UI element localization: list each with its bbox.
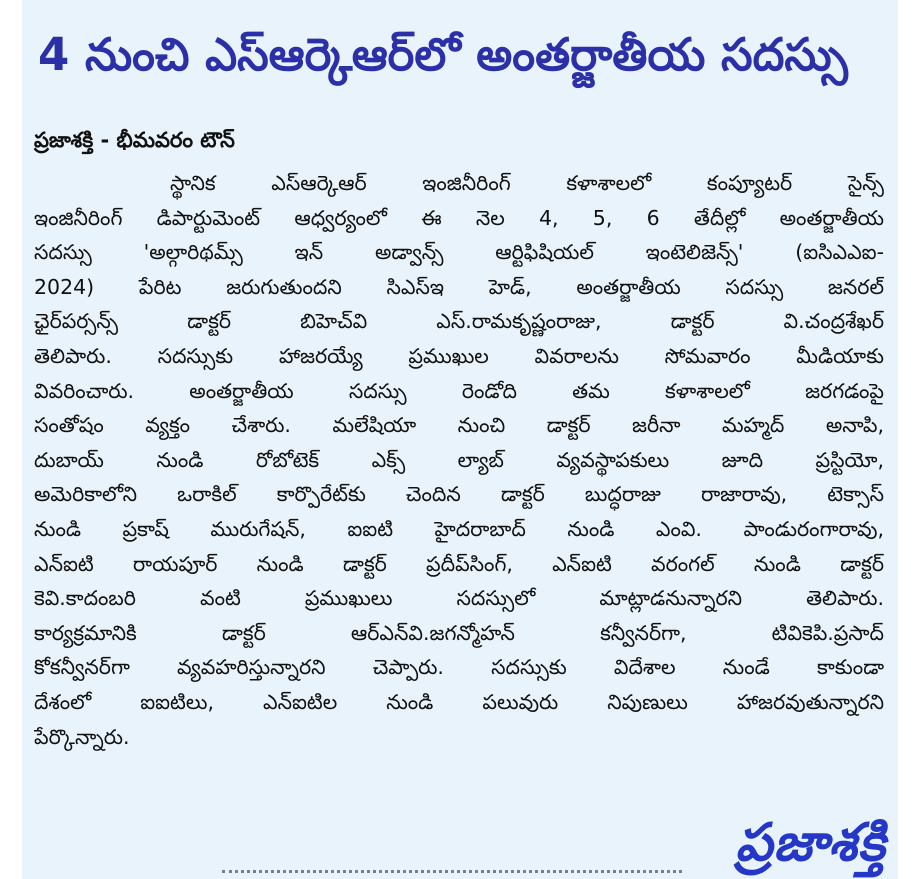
body-line: తెలిపారు. సదస్సుకు హాజరయ్యే ప్రముఖుల వివరాలను సోమవారం మీడియాకు <box>34 343 884 368</box>
body-line: ఛైర్‌పర్సన్స్ డాక్టర్ బిహెచ్‌వి ఎస్.రామకృష్ణంరాజు, డాక్టర్ వి.చంద్రశేఖర్ <box>34 309 884 334</box>
body-line: కోకన్వీనర్‌గా వ్యవహరిస్తున్నారని చెప్పారు. సదస్సుకు విదేశాల నుండే కాకుండా <box>34 655 884 680</box>
body-line: వివరించారు. అంతర్జాతీయ సదస్సు రెండోది తమ కళాశాలలో జరగడంపై <box>34 378 884 403</box>
body-line: కార్యక్రమానికి డాక్టర్ ఆర్ఎన్‌వి.జగన్మోహన్ కన్వీనర్‌గా, టివికెపి.ప్రసాద్ <box>34 620 884 645</box>
body-line: దేశంలో ఐఐటిలు, ఎన్ఐటిల నుండి పలువురు నిపుణులు హాజరవుతున్నారని <box>34 689 884 714</box>
cut-edge-top <box>62 0 762 8</box>
body-line: పేర్కొన్నారు. <box>34 724 130 749</box>
news-clipping <box>22 0 898 879</box>
body-line: కెవి.కాదంబరి వంటి ప్రముఖులు సదస్సులో మాట్లాడనున్నారని తెలిపారు. <box>34 586 884 611</box>
byline: ప్రజాశక్తి - భీమవరం టౌన్ <box>34 128 235 152</box>
newspaper-logo: ప్రజాశక్తి <box>735 813 886 873</box>
article-body <box>34 166 884 754</box>
body-line: దుబాయ్ నుండి రోబోటెక్ ఎక్స్ ల్యాబ్ వ్యవస్థాపకులు జూది ప్రస్టియో, <box>34 447 884 472</box>
body-line: సదస్సు 'అల్గారిథమ్స్ ఇన్ అడ్వాన్స్ ఆర్టిఫిషియల్ ఇంటెలిజెన్స్' (ఐసిఎఎఐ- <box>34 240 884 265</box>
body-line: స్థానిక ఎస్ఆర్కెఆర్ ఇంజినీరింగ్ కళాశాలలో కంప్యూటర్ సైన్స్ <box>170 171 884 195</box>
body-line: 2024) పేరిట జరుగుతుందని సిఎస్ఇ హెడ్, అంతర్జాతీయ సదస్సు జనరల్ <box>34 274 884 299</box>
body-line: ఎన్ఐటి రాయపూర్ నుండి డాక్టర్ ప్రదీప్‌సింగ్, ఎన్ఐటి వరంగల్ నుండి డాక్టర్ <box>34 551 884 576</box>
body-line: అమెరికాలోని ఒరాకిల్ కార్పొరేట్‌కు చెందిన డాక్టర్ బుద్ధరాజు రాజారావు, టెక్సాస్ <box>34 482 884 507</box>
cut-edge-bottom <box>222 870 682 879</box>
headline: 4 నుంచి ఎస్ఆర్కెఆర్‌లో అంతర్జాతీయ సదస్సు <box>38 28 848 81</box>
body-line: నుండి ప్రకాష్ మురుగేషన్, ఐఐటి హైదరాబాద్ నుండి ఎంవి. పాండురంగారావు, <box>34 516 884 541</box>
body-line: సంతోషం వ్యక్తం చేశారు. మలేషియా నుంచి డాక్టర్ జరీనా మహ్మద్ అనాపి, <box>34 413 884 438</box>
body-line: ఇంజినీరింగ్ డిపార్టుమెంట్ ఆధ్వర్యంలో ఈ నెల 4, 5, 6 తేదీల్లో అంతర్జాతీయ <box>34 205 884 230</box>
